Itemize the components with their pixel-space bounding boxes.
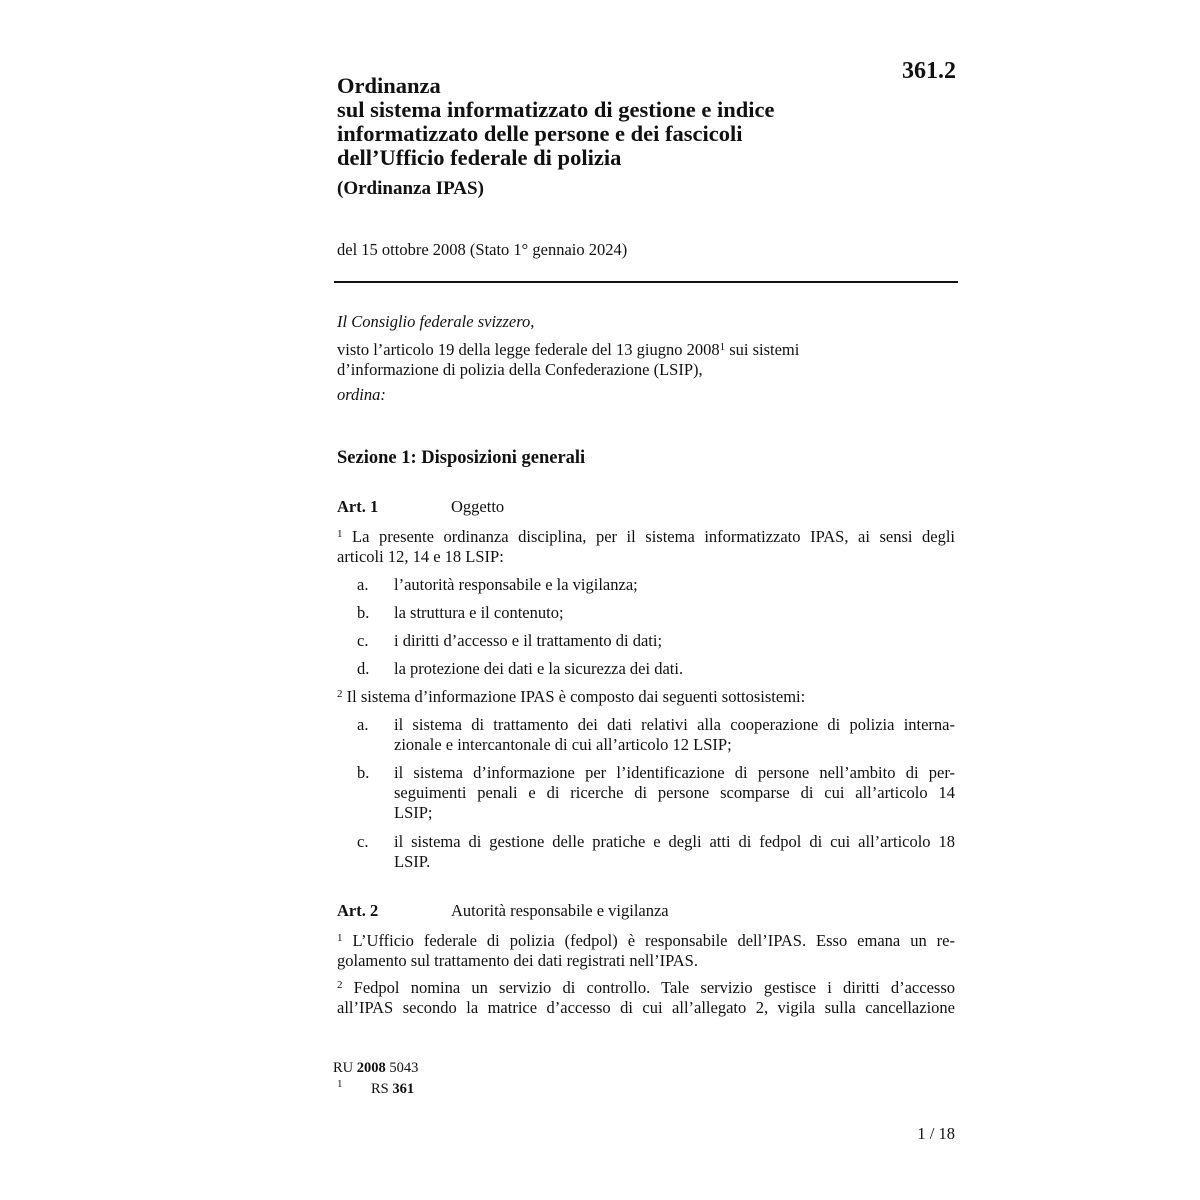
list-text: il sistema di trattamento dei dati relativi alla cooperazione di polizia interna- xyxy=(394,715,955,734)
preamble-text: visto l’articolo 19 della legge federale del 13 giugno 2008 xyxy=(337,340,720,359)
paragraph xyxy=(337,978,955,1018)
footnote-number: 361 xyxy=(392,1081,415,1097)
page-number: 1 / 18 xyxy=(917,1124,955,1143)
paragraph-text: Fedpol nomina un servizio di controllo. Tale servizio gestisce i diritti d’accesso xyxy=(342,978,955,997)
preamble-ordains: ordina: xyxy=(337,385,386,404)
preamble-authority: Il Consiglio federale svizzero, xyxy=(337,312,535,331)
paragraph-line xyxy=(337,527,955,547)
paragraph xyxy=(337,931,955,971)
paragraph-line: articoli 12, 14 e 18 LSIP: xyxy=(337,547,504,566)
paragraph-text: La presente ordinanza disciplina, per il sistema informatizzato IPAS, ai sensi degli xyxy=(342,527,955,546)
ru-year: 2008 xyxy=(356,1060,386,1076)
list-text: i diritti d’accesso e il trattamento di dati; xyxy=(394,631,663,650)
list-text: la struttura e il contenuto; xyxy=(394,603,564,622)
title-line: informatizzato delle persone e dei fascicoli xyxy=(337,121,743,146)
footnote-prefix: RS xyxy=(371,1081,393,1097)
list-letter: c. xyxy=(357,832,369,851)
paragraph-number: 1 xyxy=(337,932,343,944)
list-text: l’autorità responsabile e la vigilanza; xyxy=(394,575,638,594)
paragraph xyxy=(337,527,955,567)
list-text: il sistema d’informazione per l’identificazione di persone nell’ambito di per- xyxy=(394,763,955,782)
section-heading: Sezione 1: Disposizioni generali xyxy=(337,448,586,468)
header-divider xyxy=(334,281,958,283)
article-number: Art. 1 xyxy=(337,497,379,516)
paragraph-line xyxy=(337,931,955,951)
list-text: seguimenti penali e di ricerche di persone scomparse di cui all’articolo 14 xyxy=(394,783,955,802)
list-text: il sistema di gestione delle pratiche e degli atti di fedpol di cui all’articolo 18 xyxy=(394,832,955,851)
list-letter: c. xyxy=(357,631,369,650)
title-line: sul sistema informatizzato di gestione e indice xyxy=(337,97,775,122)
ru-page: 5043 xyxy=(385,1060,419,1076)
paragraph-number: 1 xyxy=(337,528,343,540)
paragraph-line xyxy=(337,978,955,998)
document-subtitle: (Ordinanza IPAS) xyxy=(337,178,484,199)
list-text: zionale e intercantonale di cui all’articolo 12 LSIP; xyxy=(394,735,732,754)
document-title xyxy=(337,74,857,170)
paragraph-number: 2 xyxy=(337,979,343,991)
footnote-mark: 1 xyxy=(337,1078,343,1090)
paragraph-line: golamento sul trattamento dei dati registrati nell’IPAS. xyxy=(337,951,698,970)
list-letter: b. xyxy=(357,603,370,622)
article-title: Oggetto xyxy=(451,497,505,516)
preamble-line-2: d’informazione di polizia della Confederazione (LSIP), xyxy=(337,360,703,379)
title-line: Ordinanza xyxy=(337,73,441,98)
list-text: LSIP. xyxy=(394,852,431,871)
sr-number: 361.2 xyxy=(902,58,956,84)
list-text: la protezione dei dati e la sicurezza dei dati. xyxy=(394,659,684,678)
paragraph-number: 2 xyxy=(337,688,343,700)
preamble-line-1 xyxy=(337,340,799,360)
paragraph-line xyxy=(337,687,955,707)
ru-prefix: RU xyxy=(333,1060,357,1076)
footnote-text xyxy=(371,1081,414,1098)
list-letter: a. xyxy=(357,715,369,734)
document-date: del 15 ottobre 2008 (Stato 1° gennaio 2024) xyxy=(337,240,628,259)
list-letter: d. xyxy=(357,659,370,678)
article-number: Art. 2 xyxy=(337,901,379,920)
paragraph-text: Il sistema d’informazione IPAS è composto dai seguenti sottosistemi: xyxy=(342,687,806,706)
paragraph-line: all’IPAS secondo la matrice d’accesso di cui all’allegato 2, vigila sulla cancellazione xyxy=(337,998,955,1017)
list-letter: a. xyxy=(357,575,369,594)
preamble-text: sui sistemi xyxy=(725,340,800,359)
paragraph xyxy=(337,687,955,707)
list-text: LSIP; xyxy=(394,803,433,822)
article-title: Autorità responsabile e vigilanza xyxy=(451,901,669,920)
official-compilation-reference xyxy=(333,1060,418,1077)
paragraph-text: L’Ufficio federale di polizia (fedpol) è responsabile dell’IPAS. Esso emana un re- xyxy=(342,931,955,950)
title-line: dell’Ufficio federale di polizia xyxy=(337,145,622,170)
footnote-ref[interactable]: 1 xyxy=(719,341,726,353)
list-letter: b. xyxy=(357,763,370,782)
